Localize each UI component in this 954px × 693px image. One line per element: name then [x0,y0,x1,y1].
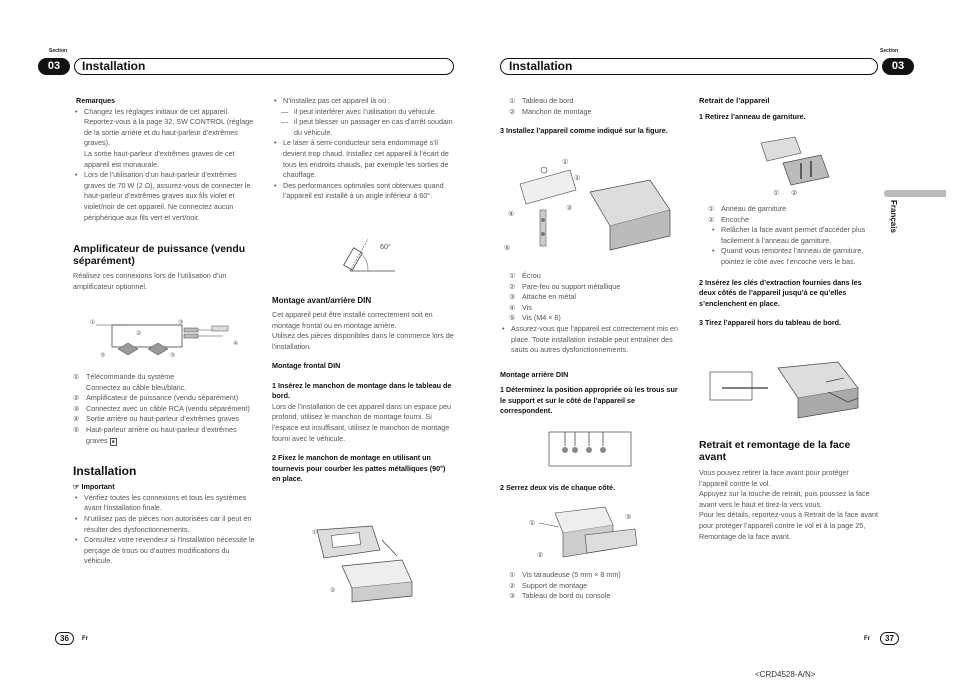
page-title-right: Installation [509,59,573,73]
list-item: ② Manchon de montage [509,106,592,116]
svg-text:⑤: ⑤ [100,353,106,359]
lang-right: Fr [864,636,870,642]
list-item: ② Support de montage [509,580,588,590]
front-step-2: 2 Fixez le manchon de montage en utilisant un tournevis pour courber les pattes métalliques (90°) en place. [272,453,446,484]
list-item: ① Tableau de bord [509,96,574,105]
trim-ring-figure [755,133,835,199]
list-item: ① Anneau de garniture [708,204,787,213]
din-title: Montage avant/arrière DIN [272,296,372,305]
svg-text:①: ① [529,520,536,527]
front-step-1-text: Lors de l’installation de cet appareil dans un espace peu profond, utilisez le manchon de montage fourni. Si l’espace est insuffisant, utilisez le manchon de montage fourni avec le véhicule. [272,401,452,443]
list-item: ③ Tableau de bord ou console [509,591,611,601]
step3-figure [500,150,680,260]
col2 [272,96,454,202]
warning-dash: — il peut interférer avec l’utilisation du véhicule. [272,107,454,118]
install-step-3: 3 Installez l’appareil comme indiqué sur la figure. [500,126,668,136]
list-item: ① Écrou [509,271,541,280]
extraction-figure [708,358,868,426]
front-step-1: 1 Insérez le manchon de montage dans le tableau de bord. [272,380,452,401]
angle-label: 60° [380,242,391,251]
side-tab-label: Français [889,200,898,233]
col3-mid [500,271,680,417]
col2-din [272,295,454,485]
svg-text:②: ② [537,552,544,559]
important-heading: ☞ Important [73,482,115,492]
rear-step-1: 1 Déterminez la position appropriée où les trous sur le support et sur le côté de l’appareil se correspondent. [500,385,678,416]
page-number-left: 36 [55,632,74,645]
list-item: ③ Connectez avec un câble RCA (vendu séparément) [73,403,250,413]
section-label-left: Section [49,48,68,54]
list-item: ⑤ Haut-parleur arrière ou haut-parleur d’extrêmes graves ■ [73,424,237,445]
din-text: Cet appareil peut être installé correctement soit en montage frontal ou en montage arrière. Utilisez des pièces disponibles dans le commerce lors de l’installation. [272,310,454,351]
list-item: ① Télécommande du système Connectez au câble bleu/blanc. [73,372,187,392]
amp-title: Amplificateur de puissance (vendu séparément) [73,244,246,268]
important-item: • Consultez votre revendeur si l’installation nécessite le perçage de trous ou d’autres modifications du véhicule. [73,535,257,567]
amp-items [73,372,257,567]
svg-text:③: ③ [625,514,632,521]
svg-text:②: ② [574,175,581,182]
lang-left: Fr [82,636,88,642]
page-number-right: 37 [880,632,899,645]
page-title-left: Installation [82,59,146,73]
side-tab-bar [884,190,946,197]
section-label-right: Section [880,48,899,54]
remark-item: La sortie haut-parleur d’extrêmes graves de cet appareil est monaurale. [84,148,235,169]
front-mount-figure [312,522,422,610]
svg-text:④: ④ [233,341,239,347]
svg-text:③: ③ [178,320,184,326]
list-item: ③ Attache en métal [509,292,576,302]
retrait-step-2: 2 Insérez les clés d’extraction fournies dans les deux côtés de l’appareil jusqu’à ce qu’elles s’enclenchent en place. [699,277,862,308]
col4-items [699,204,879,329]
rear-step2-figure [525,505,645,565]
section-number-left: 03 [38,58,70,75]
col4 [699,96,879,122]
svg-text:②: ② [136,331,142,337]
angle-figure [340,235,400,277]
svg-text:①: ① [90,320,96,326]
important-icon: ☞ [73,482,80,492]
svg-text:①: ① [773,190,780,197]
retrait-step-3: 3 Tirez l’appareil hors du tableau de bord. [699,318,842,328]
svg-text:④: ④ [508,211,515,218]
col1 [73,96,257,292]
front-title: Montage frontal DIN [272,361,341,371]
svg-text:⑤: ⑤ [170,353,176,359]
svg-text:⑤: ⑤ [504,245,511,252]
list-item: ① Vis taraudeuse (5 mm × 8 mm) [509,570,621,579]
retrait-bullet: • Relâcher la face avant permet d’accéder plus facilement à l’anneau de garniture. [710,225,879,246]
svg-text:②: ② [791,190,798,197]
list-item: ② Pare-feu ou support métallique [509,281,621,291]
amp-intro: Réalisez ces connexions lors de l’utilisation d’un amplificateur optionnel. [73,271,227,291]
retrait-bullet: • Quand vous remontez l’anneau de garniture, pointez le côté avec l’encoche vers le bas. [710,246,879,267]
col3 [500,96,680,137]
section-number-right: 03 [882,58,914,75]
rear-step1-figure [545,426,635,470]
svg-text:①: ① [562,159,569,166]
install-title: Installation [73,464,137,479]
doc-code: <CRD4528-A/N> [755,670,816,679]
remark-item: • Lors de l’utilisation d’un haut-parleur d’extrêmes graves de 70 W (2 Ω), assurez-vous de connecter le haut-parleur d’extrêmes graves aux fils violet et violet/noir de cet appareil. Ne connectez aucun périphérique aux fils vert et vert/noir. [73,170,257,223]
amplifier-figure [88,315,248,365]
warning-item: • Des performances optimales sont obtenues quand l’appareil est installé à un angle inférieur à 60°. [272,181,454,202]
end-mark-icon: ■ [111,438,115,445]
rear-step-2: 2 Serrez deux vis de chaque côté. [500,483,616,492]
remarques-title: Remarques [76,96,116,105]
important-item: • Vérifiez toutes les connexions et tous les systèmes avant l’installation finale. [73,493,257,514]
face-text: Vous pouvez retirer la face avant pour protéger l’appareil contre le vol. Appuyez sur la touche de retrait, puis poussez la face avant vers le haut et tirez-la vers vous. Pour les détails, reportez-vous à Retrait de la face avant pour protéger l’appareil contre le vol et à la page 25, Remontage de la face avant. [699,468,878,541]
list-item: ④ Sortie arrière ou haut-parleur d’extrêmes graves [73,414,240,424]
list-item: ② Encoche [708,214,749,224]
note-text: • Assurez-vous que l’appareil est correctement mis en place. Toute installation instable peut entraîner des sauts ou autres dysfonctionnements. [500,324,680,356]
warning-intro: • N’installez pas cet appareil là où : [272,96,454,107]
svg-text:①: ① [312,530,318,536]
retrait-title: Retrait de l’appareil [699,96,770,105]
face-title: Retrait et remontage de la face avant [699,440,851,463]
col3-bottom [500,570,680,602]
important-item: • N’utilisez pas de pièces non autorisées car il peut en résulter des dysfonctionnements. [73,514,257,535]
retrait-step-1: 1 Retirez l’anneau de garniture. [699,111,806,121]
svg-text:③: ③ [566,205,573,212]
list-item: ⑤ Vis (M4 × 8) [509,313,561,323]
warning-item: • Le laser à semi-conducteur sera endommagé s’il devient trop chaud. Installez cet appareil à l’écart de tous les endroits chauds, par exemple les sorties de chauffage. [272,138,454,180]
col4-face [699,440,879,542]
list-item: ② Amplificateur de puissance (vendu séparément) [73,393,239,403]
warning-dash: — il peut blesser un passager en cas d’arrêt soudain du véhicule. [272,117,454,138]
rear-title: Montage arrière DIN [500,369,569,379]
svg-text:②: ② [330,588,336,594]
remark-item: • Changez les réglages initiaux de cet appareil. Reportez-vous à la page 32, SW CONTROL (réglage de la sortie arrière et du haut-parleur d’extrêmes graves). [73,107,257,149]
list-item: ④ Vis [509,302,532,312]
